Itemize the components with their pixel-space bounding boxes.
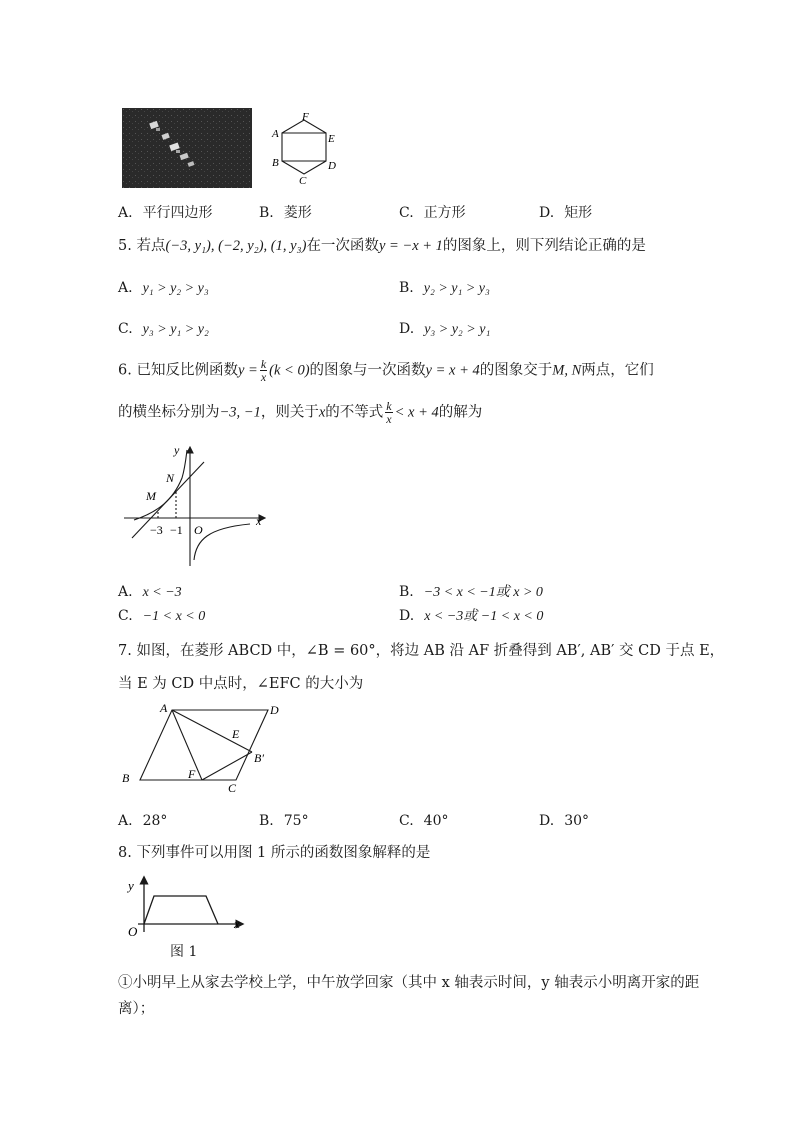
q6-graph	[118, 440, 274, 570]
hex-label-c: C	[299, 175, 307, 187]
q7-option-b[interactable]: B. 75°	[259, 813, 309, 829]
hex-label-e: E	[328, 133, 335, 145]
q6-stem-line2: 的横坐标分别为−3, −1，则关于x的不等式 $\frac{k}{x}$ < x + 4的解为	[118, 399, 483, 426]
q7-label-b-prime: B′	[254, 751, 264, 765]
q5-option-b[interactable]: B. y₂ > y₁ > y₃	[399, 280, 490, 296]
q7-fb-prime	[202, 752, 252, 780]
q7-label-d: D	[270, 703, 279, 717]
q6-stem-line1: 6. 已知反比例函数y = $\frac{k}{x}$ (k < 0)的图象与一次函数y = x + 4的图象交于M, N两点，它们	[118, 357, 654, 384]
q7-stem-line1: 7. 如图，在菱形 ABCD 中，∠B = 60°，将边 AB 沿 AF 折叠得到 AB′, AB′ 交 CD 于点 E，	[118, 643, 725, 659]
q5-option-a[interactable]: A. y₁ > y₂ > y₃	[118, 280, 209, 296]
q4-option-c[interactable]: C. 正方形	[399, 205, 466, 221]
q6-label-tick2: −1	[170, 523, 183, 537]
q6-label-origin: O	[194, 523, 203, 537]
q8-item1-line2: 离）；	[118, 1001, 155, 1017]
q7-label-e: E	[232, 727, 240, 741]
q6-label-y: y	[174, 443, 180, 457]
q4-photo	[122, 108, 252, 188]
hex-label-b: B	[272, 157, 279, 169]
q8-stem: 8. 下列事件可以用图 1 所示的函数图象解释的是	[118, 845, 431, 861]
q7-option-d[interactable]: D. 30°	[539, 813, 590, 829]
q7-label-f: F	[188, 767, 196, 781]
hex-label-d: D	[328, 160, 336, 172]
q8-label-y: y	[128, 878, 134, 893]
q6-label-x: x	[256, 514, 262, 528]
q4-hexagon-figure	[268, 108, 348, 188]
q7-option-a[interactable]: A. 28°	[118, 813, 168, 829]
q6-option-c[interactable]: C. −1 < x < 0	[118, 608, 206, 624]
q6-label-tick1: −3	[150, 523, 163, 537]
q4-option-a[interactable]: A. 平行四边形	[118, 205, 213, 221]
q6-option-d[interactable]: D. x < −3或 −1 < x < 0	[399, 608, 544, 624]
q6-label-m: M	[146, 489, 156, 503]
hex-label-f: F	[302, 111, 309, 123]
q5-option-c[interactable]: C. y₃ > y₁ > y₂	[118, 321, 209, 337]
q6-label-n: N	[166, 471, 175, 485]
q7-stem-line2: 当 E 为 CD 中点时，∠EFC 的大小为	[118, 676, 364, 692]
q8-caption: 图 1	[170, 944, 198, 960]
q8-trapezoid-line	[144, 896, 218, 924]
q7-label-b: B	[122, 771, 130, 785]
q4-option-b[interactable]: B. 菱形	[259, 205, 312, 221]
q7-label-a: A	[160, 701, 168, 715]
q8-graph	[122, 872, 250, 938]
q7-fold-af	[172, 710, 202, 780]
q8-label-origin: O	[128, 924, 138, 938]
q6-option-a[interactable]: A. x < −3	[118, 584, 182, 600]
q8-label-x: x	[234, 916, 240, 931]
q7-ab-prime	[172, 710, 252, 752]
q6-hyperbola-left	[134, 450, 187, 520]
q5-option-d[interactable]: D. y₃ > y₂ > y₁	[399, 321, 491, 337]
q8-item1-line1: ①小明早上从家去学校上学，中午放学回家（其中 x 轴表示时间，y 轴表示小明离开家的距	[118, 975, 700, 991]
q5-stem: 5. 若点(−3, y₁), (−2, y₂), (1, y₃)在一次函数y = −x + 1的图象上，则下列结论正确的是	[118, 238, 646, 254]
hex-label-a: A	[272, 128, 279, 140]
q4-option-d[interactable]: D. 矩形	[539, 205, 593, 221]
q6-option-b[interactable]: B. −3 < x < −1或 x > 0	[399, 584, 543, 600]
q7-rhombus	[140, 710, 268, 780]
q7-option-c[interactable]: C. 40°	[399, 813, 449, 829]
q7-rhombus-figure	[118, 700, 288, 795]
q7-label-c: C	[228, 781, 237, 795]
